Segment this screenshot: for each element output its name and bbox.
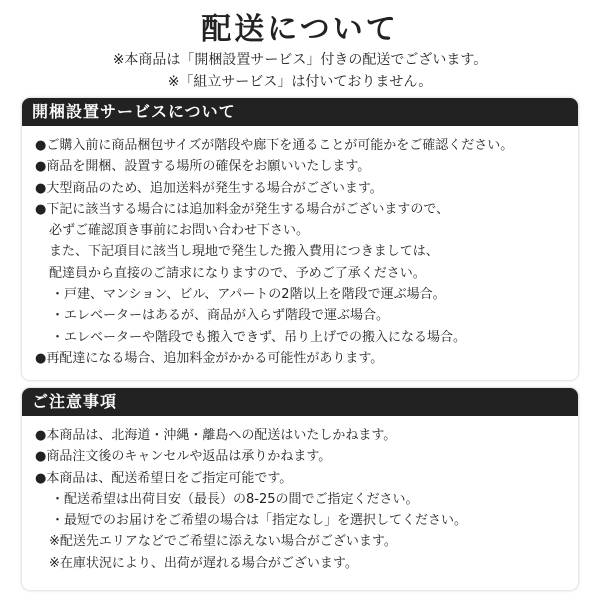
list-item: 配達員から直接のご請求になりますので、予めご了承ください。	[49, 265, 426, 281]
list-item: ●大型商品のため、追加送料が発生する場合がございます。	[35, 180, 383, 196]
list-item: ・エレベーターはあるが、商品が入らず階段で運ぶ場合。	[51, 308, 390, 324]
list-item: ●ご購入前に商品梱包サイズが階段や廊下を通ることが可能かをご確認ください。	[35, 138, 514, 153]
list-item: また、下記項目に該当し現地で発生した搬入費用につきましては、	[49, 244, 439, 260]
list-item: 必ずご確認頂き事前にお問い合わせ下さい。	[49, 223, 310, 239]
page-title: 配送について	[201, 12, 399, 47]
section-header-cautions: ご注意事項	[22, 388, 578, 416]
unpacking-service-section	[22, 98, 578, 380]
list-item: ※配送先エリアなどでご希望に添えない場合がございます。	[49, 534, 397, 550]
list-item: ・最短でのお届けをご希望の場合は「指定なし」を選択してください。	[51, 513, 468, 529]
list-item: ●本商品は、北海道・沖縄・離島への配送はいたしかねます。	[35, 428, 397, 443]
list-item: ・戸建、マンション、ビル、アパートの2階以上を階段で運ぶ場合。	[51, 287, 446, 303]
notice-no-assembly: ※「組立サービス」は付いておりません。	[167, 74, 433, 90]
list-item: ●商品注文後のキャンセルや返品は承りかねます。	[35, 449, 332, 465]
list-item: ●本商品は、配送希望日をご指定可能です。	[35, 470, 293, 486]
cautions-section	[22, 388, 578, 590]
list-item: ●下記に該当する場合には追加料金が発生する場合がございますので、	[35, 201, 450, 217]
list-item: ●再配達になる場合、追加料金がかかる可能性があります。	[35, 350, 384, 366]
list-item: ※在庫状況により、出荷が遅れる場合がございます。	[49, 555, 358, 571]
notice-unpacking-service: ※本商品は「開梱設置サービス」付きの配送でございます。	[112, 52, 488, 68]
list-item: ●商品を開梱、設置する場所の確保をお願いいたします。	[35, 159, 371, 175]
cautions-list	[22, 416, 578, 574]
unpacking-service-list	[22, 126, 578, 369]
section-header-unpacking: 開梱設置サービスについて	[22, 98, 578, 126]
list-item: ・配送希望は出荷目安（最長）の8-25の間でご指定ください。	[51, 491, 419, 507]
list-item: ・エレベーターや階段でも搬入できず、吊り上げでの搬入になる場合。	[51, 329, 466, 345]
